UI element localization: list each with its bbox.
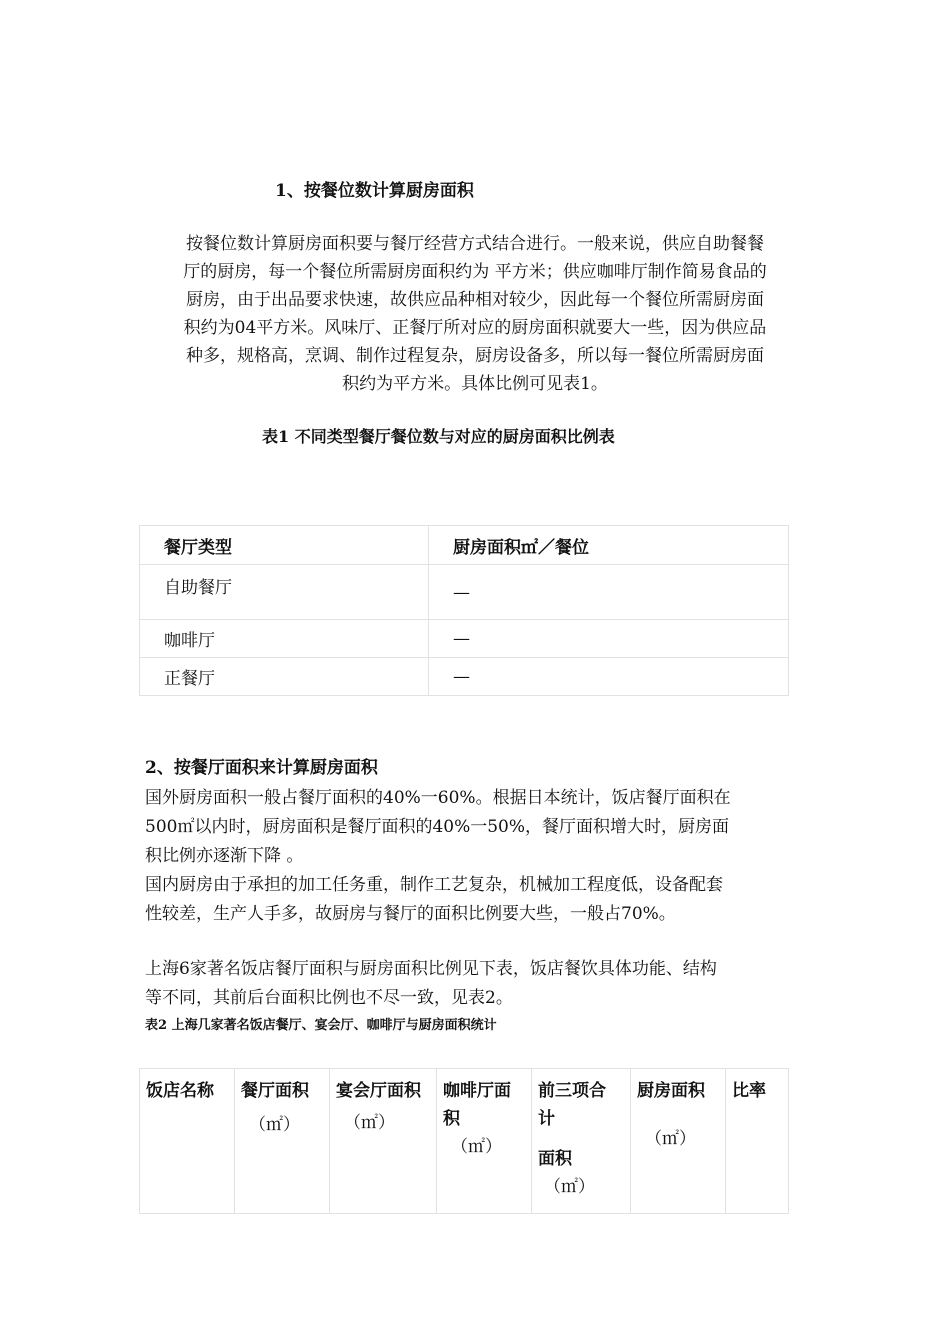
header-label: 积 — [443, 1109, 460, 1129]
table-cell — [429, 565, 789, 620]
unit-label: （㎡） — [249, 1115, 300, 1135]
paragraph-line: 积约为平方米。具体比例可见表1。 — [342, 374, 608, 394]
table-cell: 咖啡厅 — [140, 620, 429, 658]
paragraph-line: 等不同，其前后台面积比例也不尽一致，见表2。 — [145, 988, 513, 1008]
header-label: 面积 — [538, 1149, 572, 1169]
table-cell: — — [429, 658, 789, 696]
cell-text: — — [453, 583, 470, 603]
section2-paragraph-2 — [145, 955, 810, 1013]
header-label: 厨房面积 — [637, 1081, 705, 1101]
paragraph-line: 厨房，由于出品要求快速，故供应品种相对较少，因此每一个餐位所需厨房面 — [186, 290, 764, 310]
table-cell — [140, 565, 429, 620]
table-row — [140, 620, 789, 658]
unit-label: （㎡） — [645, 1129, 696, 1149]
paragraph-line: 按餐位数计算厨房面积要与餐厅经营方式结合进行。一般来说，供应自助餐餐 — [186, 234, 764, 254]
unit-label: （㎡） — [451, 1137, 502, 1157]
cell-text: 自助餐厅 — [164, 578, 232, 598]
section2-paragraph — [145, 784, 810, 929]
table-header-cell: 餐厅类型 — [140, 526, 429, 565]
table-row — [140, 565, 789, 620]
table-cell: 正餐厅 — [140, 658, 429, 696]
paragraph-line: 500㎡以内时，厨房面积是餐厅面积的40%一50%，餐厅面积增大时，厨房面 — [145, 817, 730, 837]
table-header-cell — [631, 1069, 726, 1214]
table1 — [139, 525, 789, 696]
table2-caption: 表2 上海几家著名饭店餐厅、宴会厅、咖啡厅与厨房面积统计 — [145, 1018, 497, 1033]
table1-caption: 表1 不同类型餐厅餐位数与对应的厨房面积比例表 — [262, 427, 615, 446]
table-cell: — — [429, 620, 789, 658]
table-header-row — [140, 1069, 789, 1214]
header-label: 计 — [538, 1109, 555, 1129]
table-header-cell: 厨房面积㎡／餐位 — [429, 526, 789, 565]
paragraph-line: 上海6家著名饭店餐厅面积与厨房面积比例见下表，饭店餐饮具体功能、结构 — [145, 959, 717, 979]
table-header-row — [140, 526, 789, 565]
paragraph-line: 厅的厨房，每一个餐位所需厨房面积约为 平方米；供应咖啡厅制作简易食品的 — [183, 262, 767, 282]
paragraph-line: 积比例亦逐渐下降 。 — [145, 846, 304, 866]
paragraph-line: 种多，规格高，烹调、制作过程复杂，厨房设备多，所以每一餐位所需厨房面 — [186, 346, 764, 366]
table-header-cell — [532, 1069, 631, 1214]
table-header-cell — [140, 1069, 235, 1214]
table-header-cell — [235, 1069, 330, 1214]
section1-paragraph — [140, 230, 810, 398]
paragraph-line: 国内厨房由于承担的加工任务重，制作工艺复杂，机械加工程度低，设备配套 — [145, 875, 723, 895]
table2 — [139, 1068, 789, 1214]
header-label: 餐厅面积 — [241, 1081, 309, 1101]
header-label: 饭店名称 — [146, 1081, 214, 1101]
table-header-cell — [726, 1069, 789, 1214]
paragraph-line: 性较差，生产人手多，故厨房与餐厅的面积比例要大些，一般占70%。 — [145, 904, 676, 924]
table-header-cell — [437, 1069, 532, 1214]
section1-heading: 1、按餐位数计算厨房面积 — [275, 181, 474, 201]
header-label: 宴会厅面积 — [336, 1081, 421, 1101]
unit-label: （㎡） — [344, 1113, 395, 1133]
header-label: 比率 — [732, 1081, 766, 1101]
header-label: 前三项合 — [538, 1081, 606, 1101]
table-row — [140, 658, 789, 696]
section2-heading: 2、按餐厅面积来计算厨房面积 — [145, 758, 378, 778]
paragraph-line: 国外厨房面积一般占餐厅面积的40%一60%。根据日本统计，饭店餐厅面积在 — [145, 788, 731, 808]
header-label: 咖啡厅面 — [443, 1081, 511, 1101]
paragraph-line: 积约为04平方米。风味厅、正餐厅所对应的厨房面积就要大一些，因为供应品 — [183, 318, 767, 338]
table-header-cell — [330, 1069, 437, 1214]
unit-label: （㎡） — [544, 1177, 595, 1197]
